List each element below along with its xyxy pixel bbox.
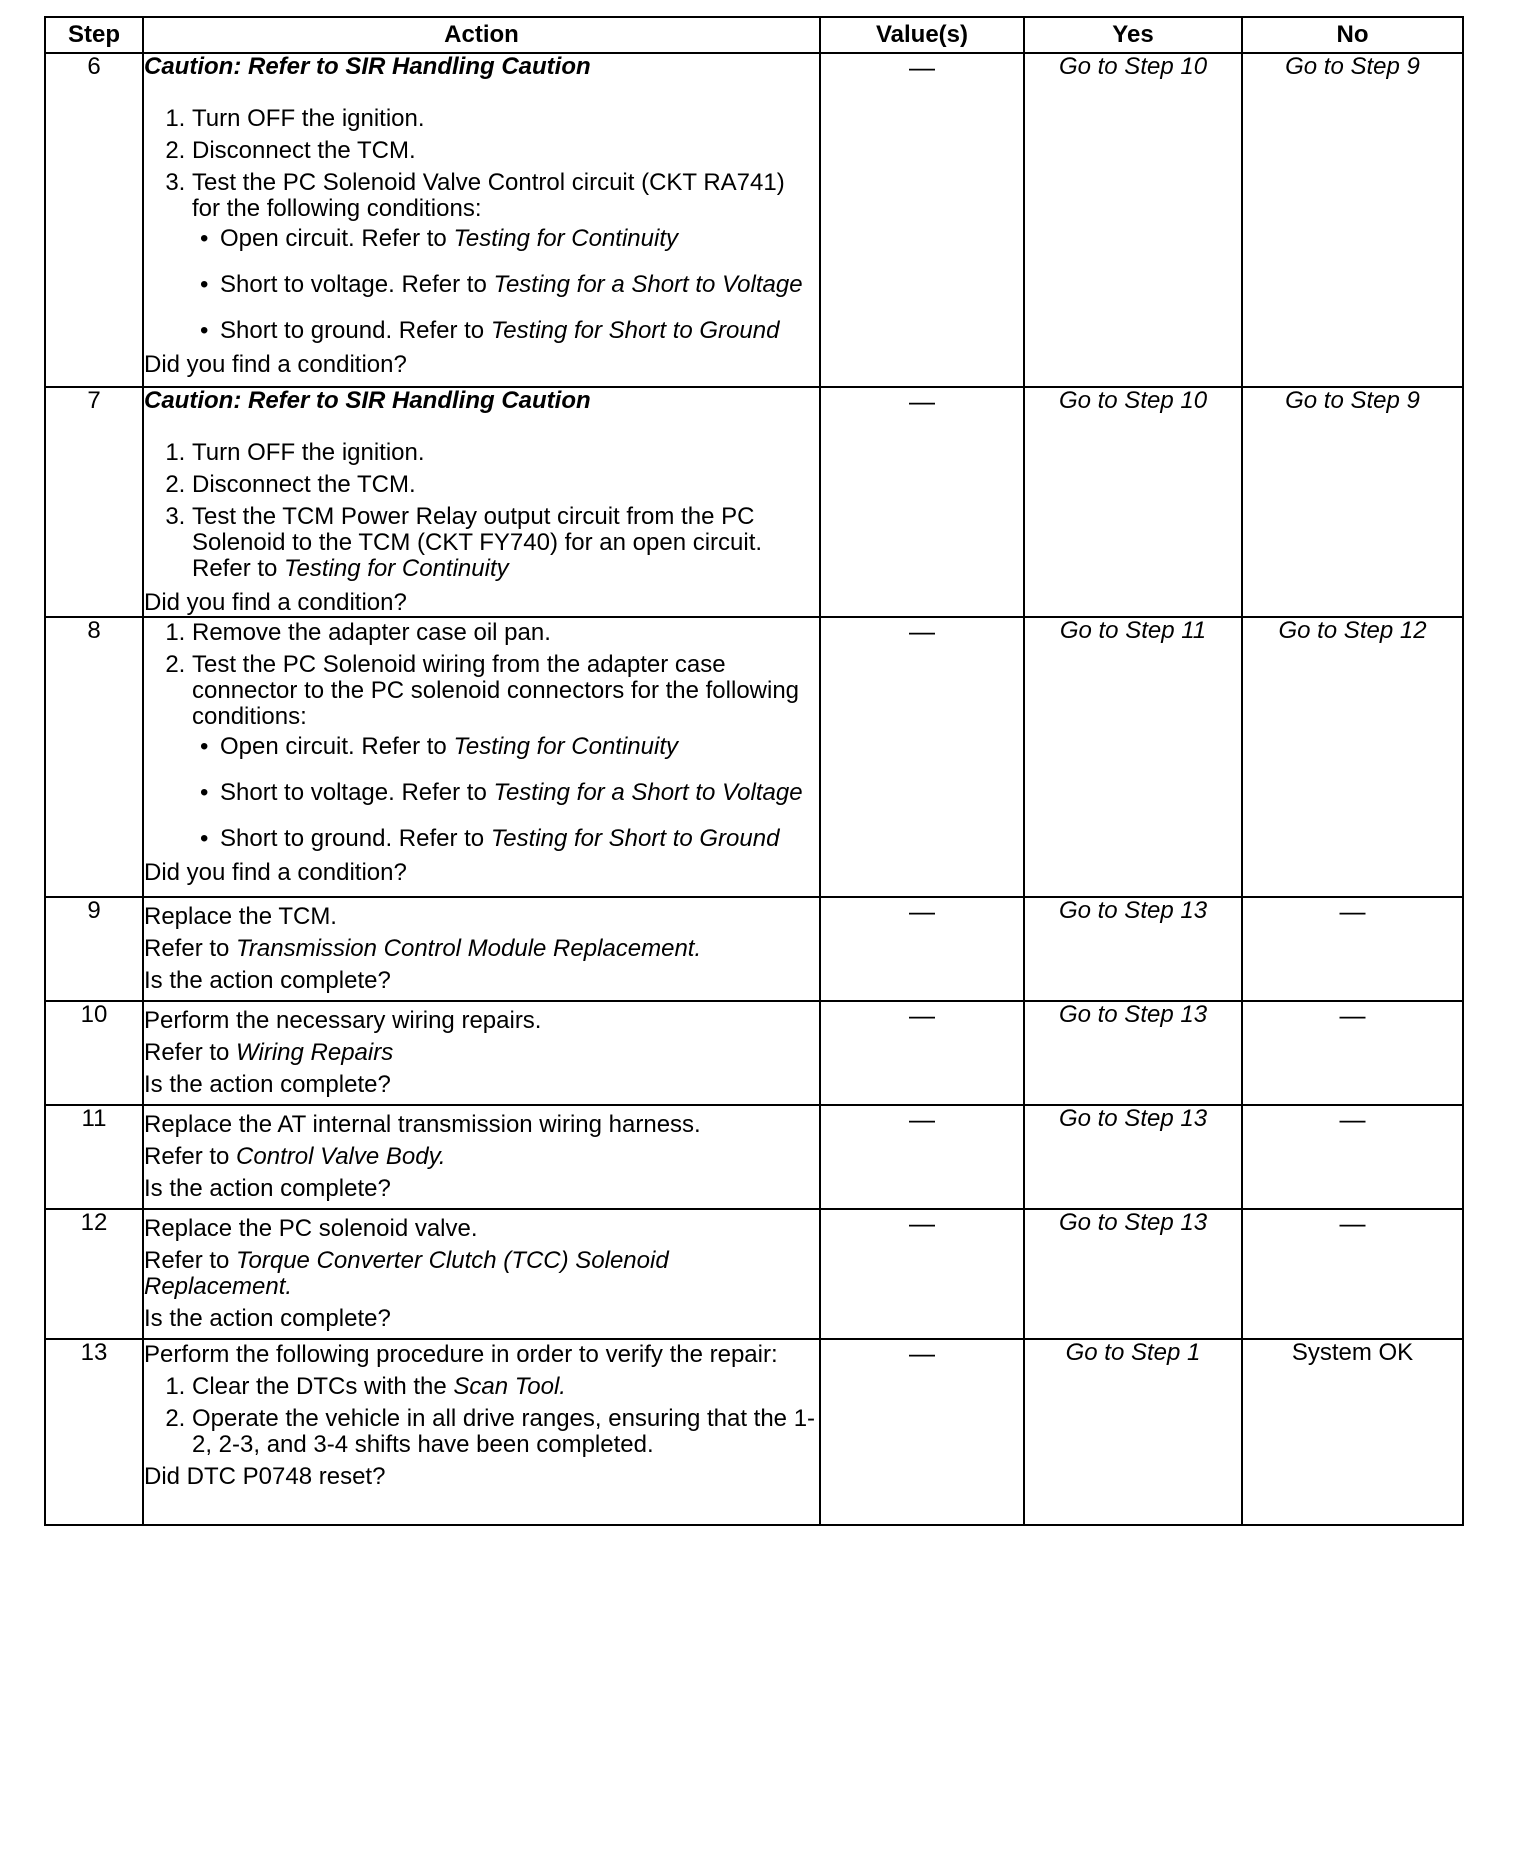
value-cell: — xyxy=(820,1105,1024,1209)
question: Is the action complete? xyxy=(144,1305,391,1332)
reference-link: Scan Tool. xyxy=(453,1373,566,1400)
list-item: 2. Disconnect the TCM. xyxy=(192,138,819,164)
value-cell: — xyxy=(820,387,1024,617)
value-cell: — xyxy=(820,617,1024,897)
table-row-step-13 xyxy=(45,1339,1463,1525)
list-item xyxy=(192,1374,819,1400)
question: Did you find a condition? xyxy=(144,589,407,616)
no-cell: Go to Step 12 xyxy=(1242,617,1463,897)
reference-link: Testing for a Short to Voltage xyxy=(493,779,803,806)
reference-prefix: Refer to xyxy=(144,1143,237,1170)
reference-line xyxy=(144,1144,819,1170)
header-values: Value(s) xyxy=(820,17,1024,53)
action-cell xyxy=(143,1209,820,1339)
condition-list xyxy=(192,734,819,852)
step-number: 6 xyxy=(45,53,143,387)
condition-item xyxy=(220,226,819,252)
step-number: 8 xyxy=(45,617,143,897)
reference-line xyxy=(144,1248,819,1300)
condition-item xyxy=(220,780,819,806)
list-item: 1. Remove the adapter case oil pan. xyxy=(192,620,819,646)
condition-text: Open circuit. Refer to xyxy=(220,225,454,252)
header-no: No xyxy=(1242,17,1463,53)
condition-item xyxy=(220,318,819,344)
table-row-step-9 xyxy=(45,897,1463,1001)
condition-text: Short to voltage. Refer to xyxy=(220,779,494,806)
value-cell: — xyxy=(820,897,1024,1001)
value-cell: — xyxy=(820,1209,1024,1339)
step-number: 10 xyxy=(45,1001,143,1105)
header-yes: Yes xyxy=(1024,17,1242,53)
no-cell: — xyxy=(1242,1209,1463,1339)
list-item-text: Test the PC Solenoid wiring from the adapter case connector to the PC solenoid connectors for the following conditions: xyxy=(192,651,800,730)
action-text: Perform the following procedure in order to verify the repair: xyxy=(144,1341,778,1368)
action-cell xyxy=(143,1001,820,1105)
question: Is the action complete? xyxy=(144,1071,391,1098)
reference-line xyxy=(144,1040,819,1066)
action-cell xyxy=(143,617,820,897)
question: Is the action complete? xyxy=(144,1175,391,1202)
caution-note: Caution: Refer to SIR Handling Caution xyxy=(144,53,591,80)
action-steps xyxy=(144,1374,819,1458)
yes-cell: Go to Step 1 xyxy=(1024,1339,1242,1525)
yes-cell: Go to Step 13 xyxy=(1024,1105,1242,1209)
action-steps xyxy=(144,106,819,344)
reference-link: Testing for a Short to Voltage xyxy=(493,271,803,298)
question: Is the action complete? xyxy=(144,967,391,994)
table-row-step-7 xyxy=(45,387,1463,617)
reference-prefix: Refer to xyxy=(144,1247,237,1274)
step-number: 11 xyxy=(45,1105,143,1209)
caution-note: Caution: Refer to SIR Handling Caution xyxy=(144,387,591,414)
action-text: Replace the TCM. xyxy=(144,903,337,930)
reference-link: Torque Converter Clutch (TCC) Solenoid Replacement. xyxy=(144,1247,669,1300)
action-text: Replace the AT internal transmission wiring harness. xyxy=(144,1111,701,1138)
header-step: Step xyxy=(45,17,143,53)
reference-link: Testing for Continuity xyxy=(284,555,509,582)
question: Did you find a condition? xyxy=(144,351,407,378)
yes-cell: Go to Step 10 xyxy=(1024,53,1242,387)
list-item-text: Clear the DTCs with the xyxy=(192,1373,454,1400)
list-item-text: Test the PC Solenoid Valve Control circuit (CKT RA741) for the following conditions: xyxy=(192,169,785,222)
condition-item xyxy=(220,826,819,852)
yes-cell: Go to Step 13 xyxy=(1024,1209,1242,1339)
no-cell: System OK xyxy=(1242,1339,1463,1525)
step-number: 12 xyxy=(45,1209,143,1339)
list-item: 1. Turn OFF the ignition. xyxy=(192,106,819,132)
list-item-text: Test the TCM Power Relay output circuit from the PC Solenoid to the TCM (CKT FY740) for an open circuit. Refer to xyxy=(192,503,763,582)
action-cell xyxy=(143,1339,820,1525)
step-number: 7 xyxy=(45,387,143,617)
condition-text: Short to voltage. Refer to xyxy=(220,271,494,298)
reference-link: Control Valve Body. xyxy=(236,1143,446,1170)
yes-cell: Go to Step 13 xyxy=(1024,1001,1242,1105)
yes-cell: Go to Step 11 xyxy=(1024,617,1242,897)
list-item xyxy=(192,504,819,582)
value-cell: — xyxy=(820,1339,1024,1525)
question: Did you find a condition? xyxy=(144,859,407,886)
header-row xyxy=(45,17,1463,53)
action-text: Perform the necessary wiring repairs. xyxy=(144,1007,542,1034)
action-cell xyxy=(143,53,820,387)
no-cell: — xyxy=(1242,897,1463,1001)
no-cell: Go to Step 9 xyxy=(1242,53,1463,387)
diagnostic-table xyxy=(44,16,1464,1526)
action-text: Replace the PC solenoid valve. xyxy=(144,1215,478,1242)
list-item xyxy=(192,170,819,344)
condition-text: Open circuit. Refer to xyxy=(220,733,454,760)
reference-link: Transmission Control Module Replacement. xyxy=(236,935,702,962)
value-cell: — xyxy=(820,1001,1024,1105)
action-cell xyxy=(143,387,820,617)
no-cell: — xyxy=(1242,1105,1463,1209)
table-row-step-10 xyxy=(45,1001,1463,1105)
table-row-step-11 xyxy=(45,1105,1463,1209)
condition-text: Short to ground. Refer to xyxy=(220,825,491,852)
condition-list xyxy=(192,226,819,344)
reference-prefix: Refer to xyxy=(144,935,237,962)
no-cell: Go to Step 9 xyxy=(1242,387,1463,617)
no-cell: — xyxy=(1242,1001,1463,1105)
action-cell xyxy=(143,1105,820,1209)
yes-cell: Go to Step 10 xyxy=(1024,387,1242,617)
table-row-step-8 xyxy=(45,617,1463,897)
condition-text: Short to ground. Refer to xyxy=(220,317,491,344)
reference-link: Testing for Short to Ground xyxy=(490,825,780,852)
reference-link: Testing for Continuity xyxy=(453,733,679,760)
condition-item xyxy=(220,272,819,298)
action-cell xyxy=(143,897,820,1001)
header-action: Action xyxy=(143,17,820,53)
value-cell: — xyxy=(820,53,1024,387)
table-row-step-12 xyxy=(45,1209,1463,1339)
step-number: 9 xyxy=(45,897,143,1001)
condition-item xyxy=(220,734,819,760)
table-row-step-6 xyxy=(45,53,1463,387)
step-number: 13 xyxy=(45,1339,143,1525)
list-item xyxy=(192,652,819,852)
reference-link: Testing for Continuity xyxy=(453,225,679,252)
reference-link: Testing for Short to Ground xyxy=(490,317,780,344)
reference-prefix: Refer to xyxy=(144,1039,237,1066)
yes-cell: Go to Step 13 xyxy=(1024,897,1242,1001)
action-steps xyxy=(144,440,819,582)
question: Did DTC P0748 reset? xyxy=(144,1463,386,1490)
list-item: 2. Disconnect the TCM. xyxy=(192,472,819,498)
reference-line xyxy=(144,936,819,962)
action-steps xyxy=(144,620,819,852)
list-item: 1. Turn OFF the ignition. xyxy=(192,440,819,466)
list-item: 2. Operate the vehicle in all drive ranges, ensuring that the 1-2, 2-3, and 3-4 shifts have been completed. xyxy=(192,1406,819,1458)
reference-link: Wiring Repairs xyxy=(236,1039,394,1066)
